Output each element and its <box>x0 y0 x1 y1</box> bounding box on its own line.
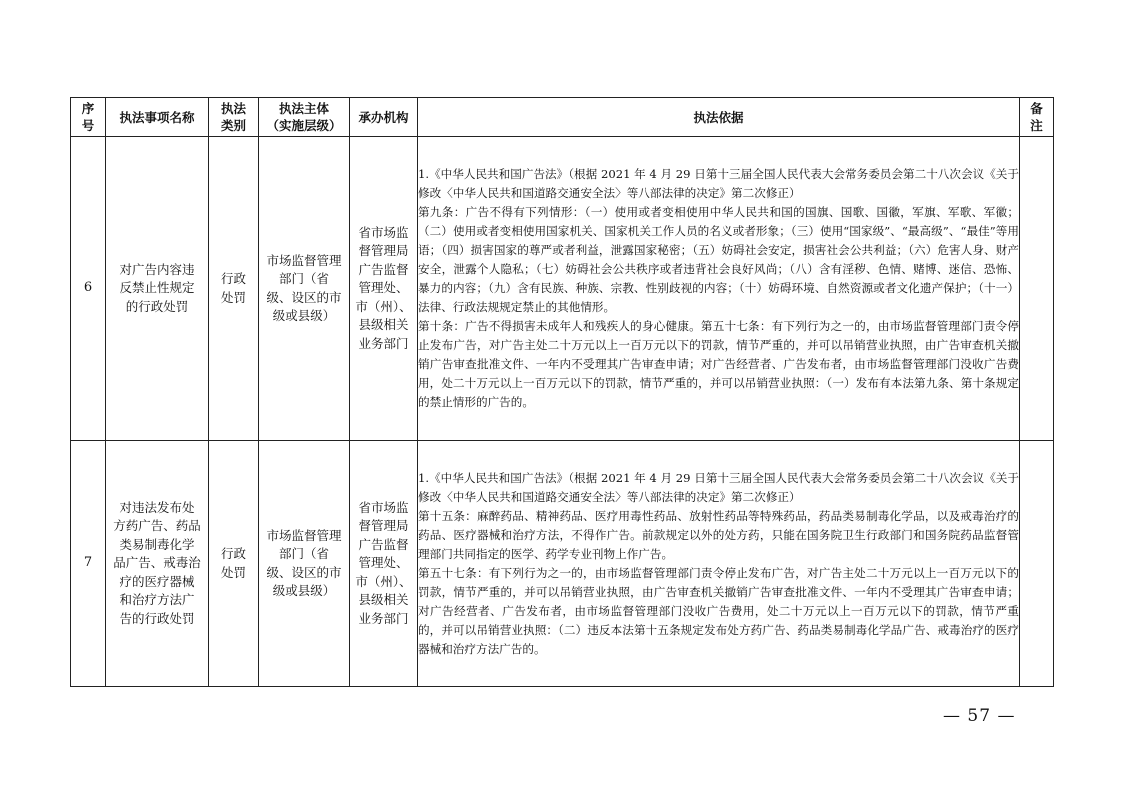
basis-paragraph: 1.《中华人民共和国广告法》（根据 2021 年 4 月 29 日第十三届全国人民代表大会常务委员会第二十八次会议《关于修改〈中华人民共和国道路交通安全法〉等八部法律的决定》第二次修正） <box>418 167 1019 200</box>
row-org: 省市场监 督管理局 广告监督 管理处、 市（州）、 县级相关 业务部门 <box>350 441 418 687</box>
header-basis: 执法依据 <box>418 98 1020 137</box>
basis-paragraph: 第九条：广告不得有下列情形：（一）使用或者变相使用中华人民共和国的国旗、国歌、国徽，军旗、军歌、军徽；（二）使用或者变相使用国家机关、国家机关工作人员的名义或者形象；（三）使用“国家级”、“最高级”、“最佳”等用语；（四）损害国家的尊严或者利益，泄露国家秘密；（五）妨碍社会安定，损害社会公共利益；（六）危害人身、财产安全，泄露个人隐私；（七）妨碍社会公共秩序或者违背社会良好风尚；（八）含有淫秽、色情、赌博、迷信、恐怖、暴力的内容；（九）含有民族、种族、宗教、性别歧视的内容；（十）妨碍环境、自然资源或者文化遗产保护；（十一）法律、行政法规规定禁止的其他情形。 <box>418 205 1019 314</box>
row-seq: 7 <box>71 441 106 687</box>
row-subject: 市场监督管理 部门（省 级、设区的市 级或县级） <box>259 137 350 441</box>
header-type: 执法 类别 <box>209 98 259 137</box>
enforcement-table <box>70 97 1054 687</box>
row-item-name: 对违法发布处 方药广告、药品 类易制毒化学 品广告、戒毒治 疗的医疗器械 和治疗方法广 告的行政处罚 <box>106 441 209 687</box>
page-number: — 57 — <box>943 706 1016 726</box>
basis-paragraph: 第十条：广告不得损害未成年人和残疾人的身心健康。第五十七条：有下列行为之一的，由市场监督管理部门责令停止发布广告，对广告主处二十万元以上一百万元以下的罚款，情节严重的，并可以吊销营业执照，由广告审查机关撤销广告审查批准文件、一年内不受理其广告审查申请；对广告经营者、广告发布者，由市场监督管理部门没收广告费用，处二十万元以上一百万元以下的罚款，情节严重的，并可以吊销营业执照：（一）发布有本法第九条、第十条规定的禁止情形的广告的。 <box>418 319 1019 409</box>
row-note <box>1020 441 1054 687</box>
header-name: 执法事项名称 <box>106 98 209 137</box>
table-row <box>71 137 1054 441</box>
row-basis <box>418 441 1020 687</box>
row-item-name: 对广告内容违 反禁止性规定 的行政处罚 <box>106 137 209 441</box>
row-seq: 6 <box>71 137 106 441</box>
basis-paragraph: 第五十七条：有下列行为之一的，由市场监督管理部门责令停止发布广告，对广告主处二十万元以上一百万元以下的罚款，情节严重的，并可以吊销营业执照，由广告审查机关撤销广告审查批准文件、一年内不受理其广告审查申请；对广告经营者、广告发布者，由市场监督管理部门没收广告费用，处二十万元以上一百万元以下的罚款，情节严重的，并可以吊销营业执照：（二）违反本法第十五条规定发布处方药广告、药品类易制毒化学品广告、戒毒治疗的医疗器械和治疗方法广告的。 <box>418 565 1019 656</box>
row-basis <box>418 137 1020 441</box>
header-subject: 执法主体 （实施层级） <box>259 98 350 137</box>
row-subject: 市场监督管理 部门（省 级、设区的市 级或县级） <box>259 441 350 687</box>
basis-paragraph: 1.《中华人民共和国广告法》（根据 2021 年 4 月 29 日第十三届全国人民代表大会常务委员会第二十八次会议《关于修改〈中华人民共和国道路交通安全法〉等八部法律的决定》第二次修正） <box>418 470 1019 504</box>
row-type: 行政 处罚 <box>209 441 259 687</box>
basis-paragraph: 第十五条：麻醉药品、精神药品、医疗用毒性药品、放射性药品等特殊药品，药品类易制毒化学品，以及戒毒治疗的药品、医疗器械和治疗方法，不得作广告。前款规定以外的处方药，只能在国务院卫生行政部门和国务院药品监督管理部门共同指定的医学、药学专业刊物上作广告。 <box>418 508 1019 561</box>
header-org: 承办机构 <box>350 98 418 137</box>
row-type: 行政 处罚 <box>209 137 259 441</box>
row-note <box>1020 137 1054 441</box>
header-seq: 序 号 <box>71 98 106 137</box>
header-note: 备 注 <box>1020 98 1054 137</box>
row-org: 省市场监 督管理局 广告监督 管理处、 市（州）、 县级相关 业务部门 <box>350 137 418 441</box>
header-row <box>71 98 1054 137</box>
table-row <box>71 441 1054 687</box>
